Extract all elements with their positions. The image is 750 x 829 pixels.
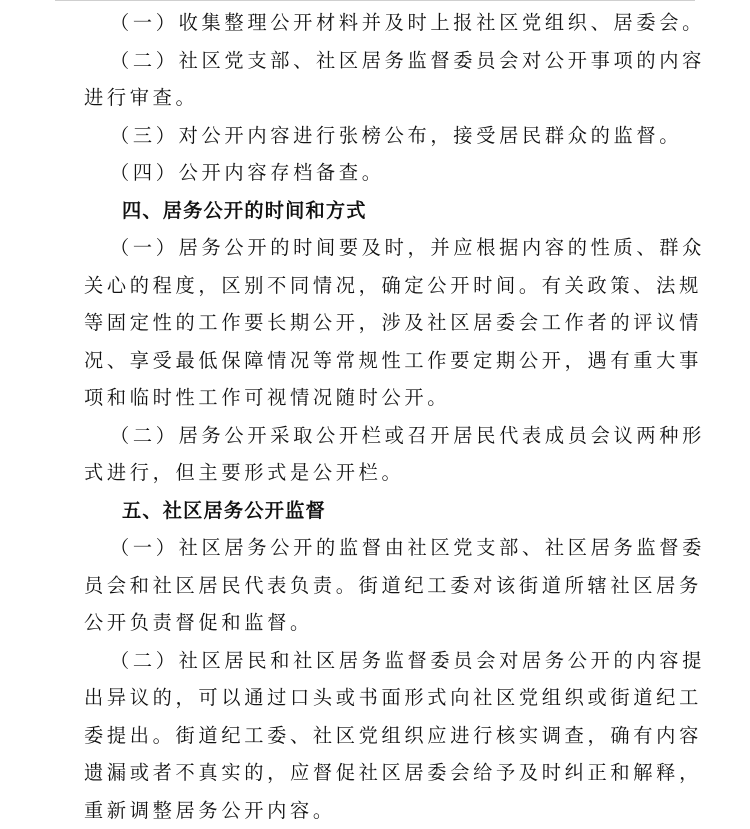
paragraph-item-1 [84,4,674,42]
text-line: 重新调整居务公开内容。 [84,792,674,829]
section-heading-4 [84,192,674,230]
text-line: 员会和社区居民代表负责。街道纪工委对该街道所辖社区居务 [84,567,674,605]
document-body [84,4,674,829]
text-line: 委提出。街道纪工委、社区党组织应进行核实调查，确有内容 [84,717,674,755]
page-top-rule [55,0,695,1]
text-line: 遗漏或者不真实的，应督促社区居委会给予及时纠正和解释， [84,754,674,792]
text-line: 公开负责督促和监督。 [84,604,674,642]
text-line: （三）对公开内容进行张榜公布，接受居民群众的监督。 [84,117,674,155]
text-line: （二）社区居民和社区居务监督委员会对居务公开的内容提 [84,642,674,680]
text-line: 进行审查。 [84,79,674,117]
heading-text: 四、居务公开的时间和方式 [122,192,674,230]
text-line: （一）社区居务公开的监督由社区党支部、社区居务监督委 [84,529,674,567]
text-line: 等固定性的工作要长期公开，涉及社区居委会工作者的评议情 [84,304,674,342]
paragraph-item-2 [84,42,674,117]
text-line: 项和临时性工作可视情况随时公开。 [84,379,674,417]
text-line: 出异议的，可以通过口头或书面形式向社区党组织或街道纪工 [84,679,674,717]
text-line: 况、享受最低保障情况等常规性工作要定期公开，遇有重大事 [84,342,674,380]
paragraph-item-4 [84,154,674,192]
paragraph-item-3 [84,117,674,155]
text-line: （一）居务公开的时间要及时，并应根据内容的性质、群众 [84,229,674,267]
heading-text: 五、社区居务公开监督 [122,492,674,530]
paragraph-format [84,417,674,492]
text-line: 关心的程度，区别不同情况，确定公开时间。有关政策、法规 [84,267,674,305]
paragraph-objection [84,642,674,829]
text-line: 式进行，但主要形式是公开栏。 [84,454,674,492]
section-heading-5 [84,492,674,530]
text-line: （二）社区党支部、社区居务监督委员会对公开事项的内容 [84,42,674,80]
text-line: （一）收集整理公开材料并及时上报社区党组织、居委会。 [84,4,674,42]
text-line: （二）居务公开采取公开栏或召开居民代表成员会议两种形 [84,417,674,455]
text-line: （四）公开内容存档备查。 [84,154,674,192]
paragraph-timing [84,229,674,417]
paragraph-supervision [84,529,674,642]
